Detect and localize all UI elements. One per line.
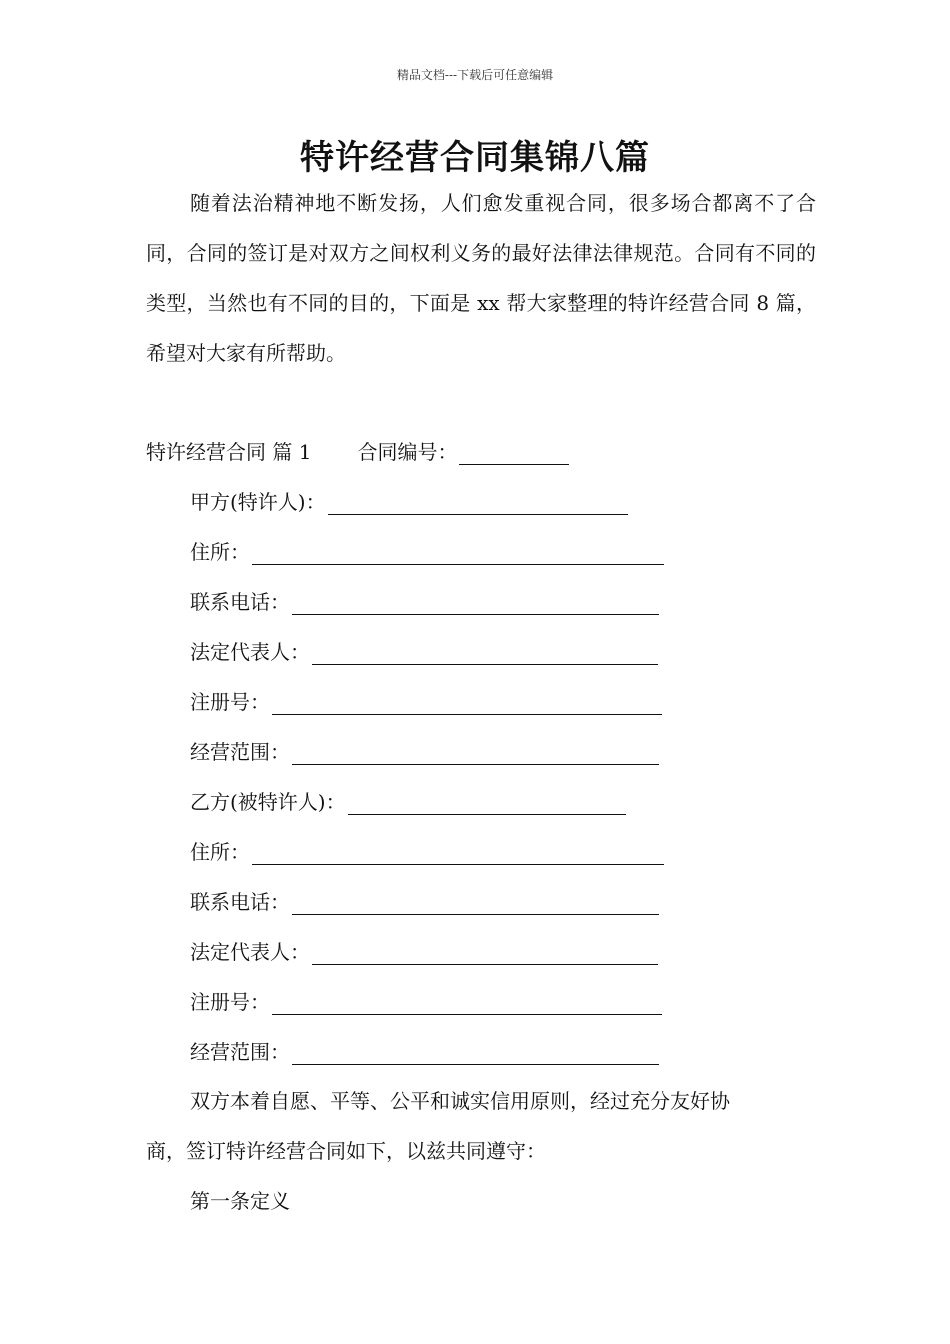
party-b-scope-label: 经营范围： <box>190 1040 290 1064</box>
party-a-address-line <box>190 536 664 565</box>
intro-paragraph: 随着法治精神地不断发扬，人们愈发重视合同，很多场合都离不了合同，合同的签订是对双方之间权利义务的最好法律法律规范。合同有不同的类型，当然也有不同的目的，下面是 xx 帮大家整理的特许经营合同 8 篇，希望对大家有所帮助。 <box>146 191 816 365</box>
contract-number-blank <box>459 444 569 465</box>
party-a-scope-blank <box>292 744 659 765</box>
page-header: 精品文档---下载后可任意编辑 <box>396 68 554 82</box>
party-b-phone-line <box>190 886 659 915</box>
party-b-address-line <box>190 836 664 865</box>
party-b-title-line <box>190 786 626 815</box>
contract-number-label: 合同编号： <box>357 440 458 464</box>
party-a-scope-line <box>190 736 659 765</box>
party-a-phone-label: 联系电话： <box>190 590 290 614</box>
party-b-rep-label: 法定代表人： <box>190 940 310 964</box>
article-1-heading: 第一条定义 <box>190 1189 290 1213</box>
party-b-rep-blank <box>312 944 658 965</box>
party-b-reg-blank <box>272 994 662 1015</box>
party-a-reg-blank <box>272 694 662 715</box>
agreement-line-2: 商，签订特许经营合同如下，以兹共同遵守： <box>146 1139 546 1163</box>
party-b-reg-line <box>190 986 662 1015</box>
party-a-reg-label: 注册号： <box>190 690 270 714</box>
party-b-blank <box>348 794 626 815</box>
party-a-address-label: 住所： <box>190 540 250 564</box>
party-b-scope-line <box>190 1036 659 1065</box>
party-a-phone-line <box>190 586 659 615</box>
party-b-title: 乙方(被特许人)： <box>190 790 346 814</box>
party-b-address-label: 住所： <box>190 840 250 864</box>
party-a-address-blank <box>252 544 664 565</box>
party-b-scope-blank <box>292 1044 659 1065</box>
party-a-rep-blank <box>312 644 658 665</box>
party-b-phone-blank <box>292 894 659 915</box>
agreement-line-1: 双方本着自愿、平等、公平和诚实信用原则，经过充分友好协 <box>190 1089 730 1113</box>
party-b-address-blank <box>252 844 664 865</box>
party-b-reg-label: 注册号： <box>190 990 270 1014</box>
section-heading: 特许经营合同 篇 1 <box>146 440 312 464</box>
party-a-title-line <box>190 486 628 515</box>
party-a-scope-label: 经营范围： <box>190 740 290 764</box>
party-b-phone-label: 联系电话： <box>190 890 290 914</box>
section-heading-line <box>146 436 569 465</box>
party-a-phone-blank <box>292 594 659 615</box>
party-a-title: 甲方(特许人)： <box>190 490 326 514</box>
party-b-rep-line <box>190 936 658 965</box>
party-a-rep-label: 法定代表人： <box>190 640 310 664</box>
document-title: 特许经营合同集锦八篇 <box>300 138 650 178</box>
party-a-rep-line <box>190 636 658 665</box>
party-a-reg-line <box>190 686 662 715</box>
party-a-blank <box>328 494 628 515</box>
